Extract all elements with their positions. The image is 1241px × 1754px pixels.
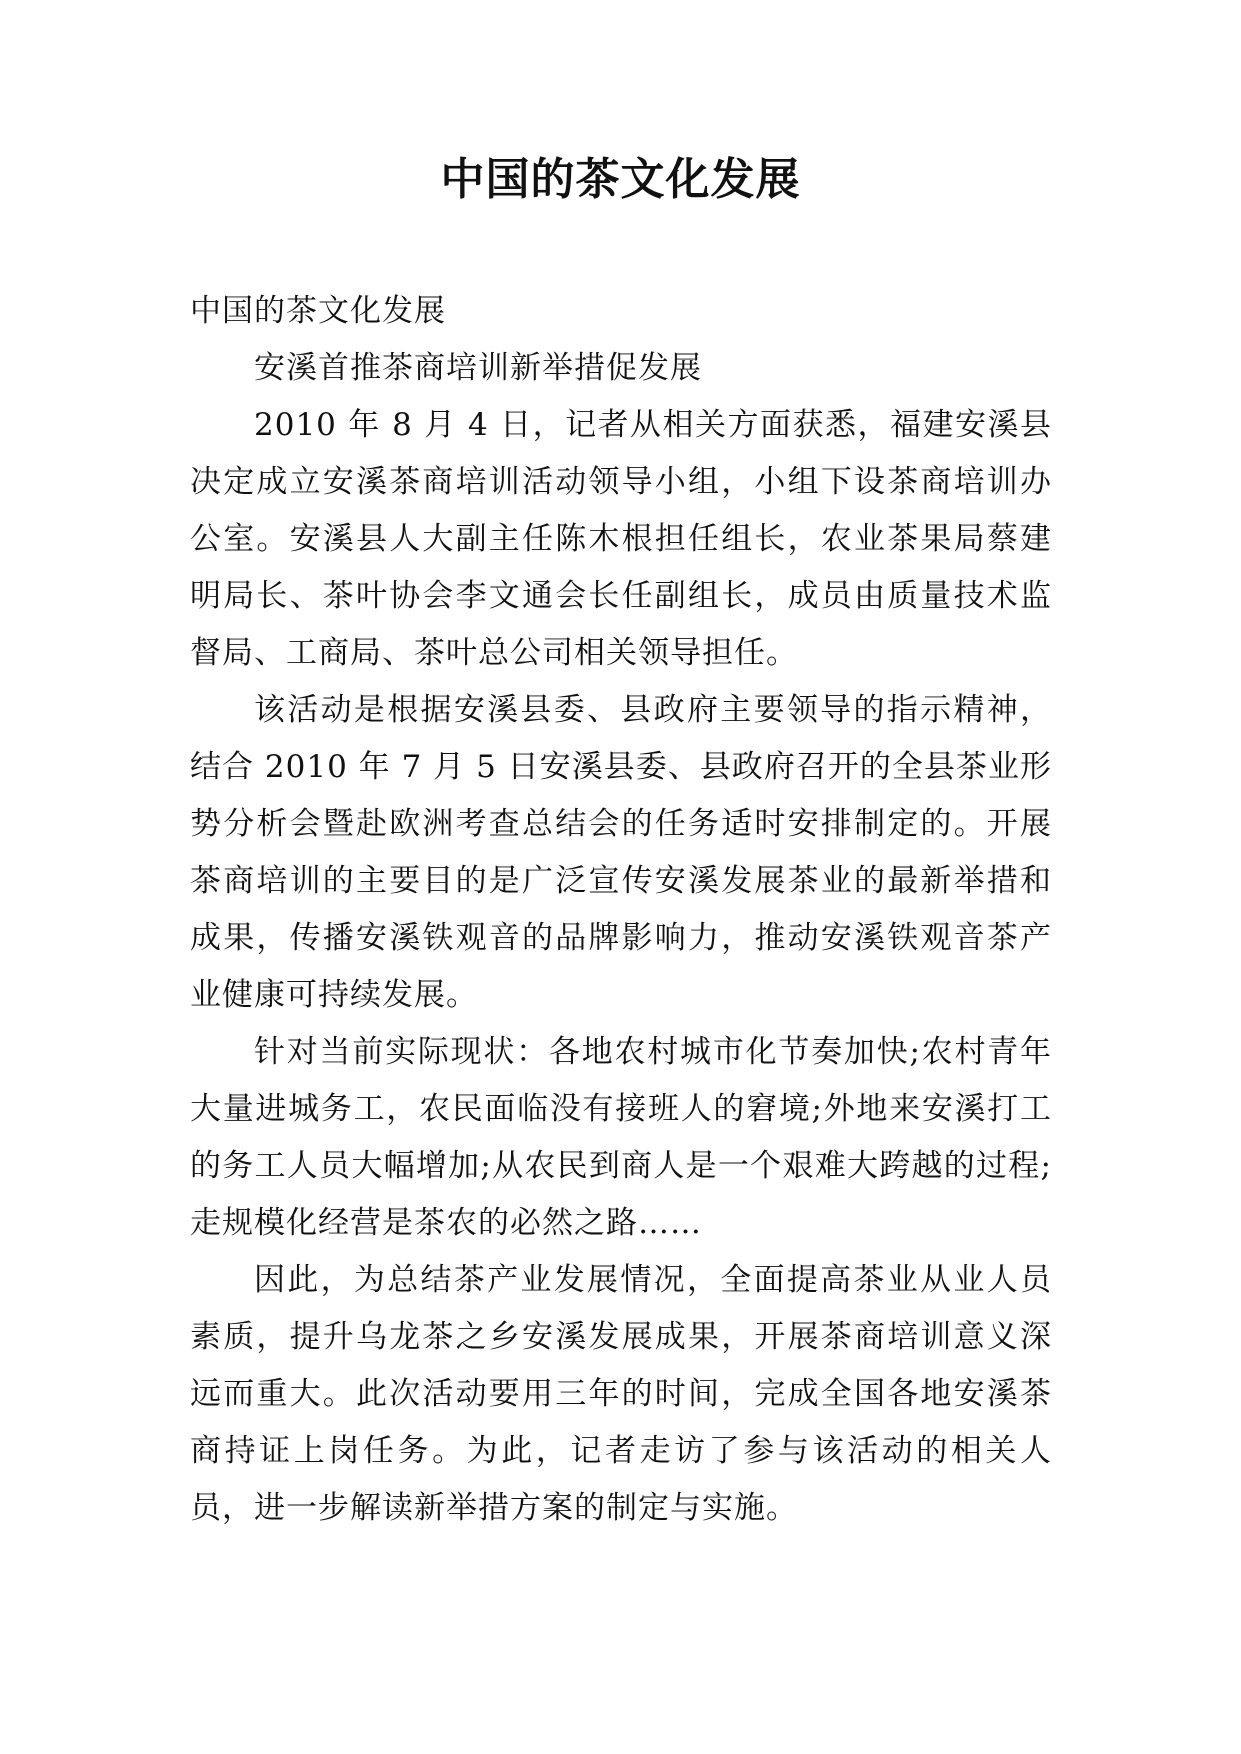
body-paragraph: 2010 年 8 月 4 日，记者从相关方面获悉，福建安溪县决定成立安溪茶商培训活动领导小组，小组下设茶商培训办公室。安溪县人大副主任陈木根担任组长，农业茶果局蔡建明局长、茶叶协会李文通会长任副组长，成员由质量技术监督局、工商局、茶叶总公司相关领导担任。 bbox=[190, 407, 1052, 671]
document-body bbox=[190, 283, 1052, 1537]
body-paragraph: 针对当前实际现状：各地农村城市化节奏加快;农村青年大量进城务工，农民面临没有接班人的窘境;外地来安溪打工的务工人员大幅增加;从农民到商人是一个艰难大跨越的过程;走规模化经营是茶农的必然之路…… bbox=[190, 1034, 1052, 1241]
body-paragraph: 因此，为总结茶产业发展情况，全面提高茶业从业人员素质，提升乌龙茶之乡安溪发展成果，开展茶商培训意义深远而重大。此次活动要用三年的时间，完成全国各地安溪茶商持证上岗任务。为此，记者走访了参与该活动的相关人员，进一步解读新举措方案的制定与实施。 bbox=[190, 1262, 1052, 1526]
document-title: 中国的茶文化发展 bbox=[440, 154, 801, 205]
intro-heading: 中国的茶文化发展 bbox=[190, 293, 446, 329]
body-paragraph: 该活动是根据安溪县委、县政府主要领导的指示精神，结合 2010 年 7 月 5 日安溪县委、县政府召开的全县茶业形势分析会暨赴欧洲考查总结会的任务适时安排制定的。开展茶商培训的主要目的是广泛宣传安溪发展茶业的最新举措和成果，传播安溪铁观音的品牌影响力，推动安溪铁观音茶产业健康可持续发展。 bbox=[190, 692, 1052, 1013]
article-headline: 安溪首推茶商培训新举措促发展 bbox=[254, 350, 702, 386]
